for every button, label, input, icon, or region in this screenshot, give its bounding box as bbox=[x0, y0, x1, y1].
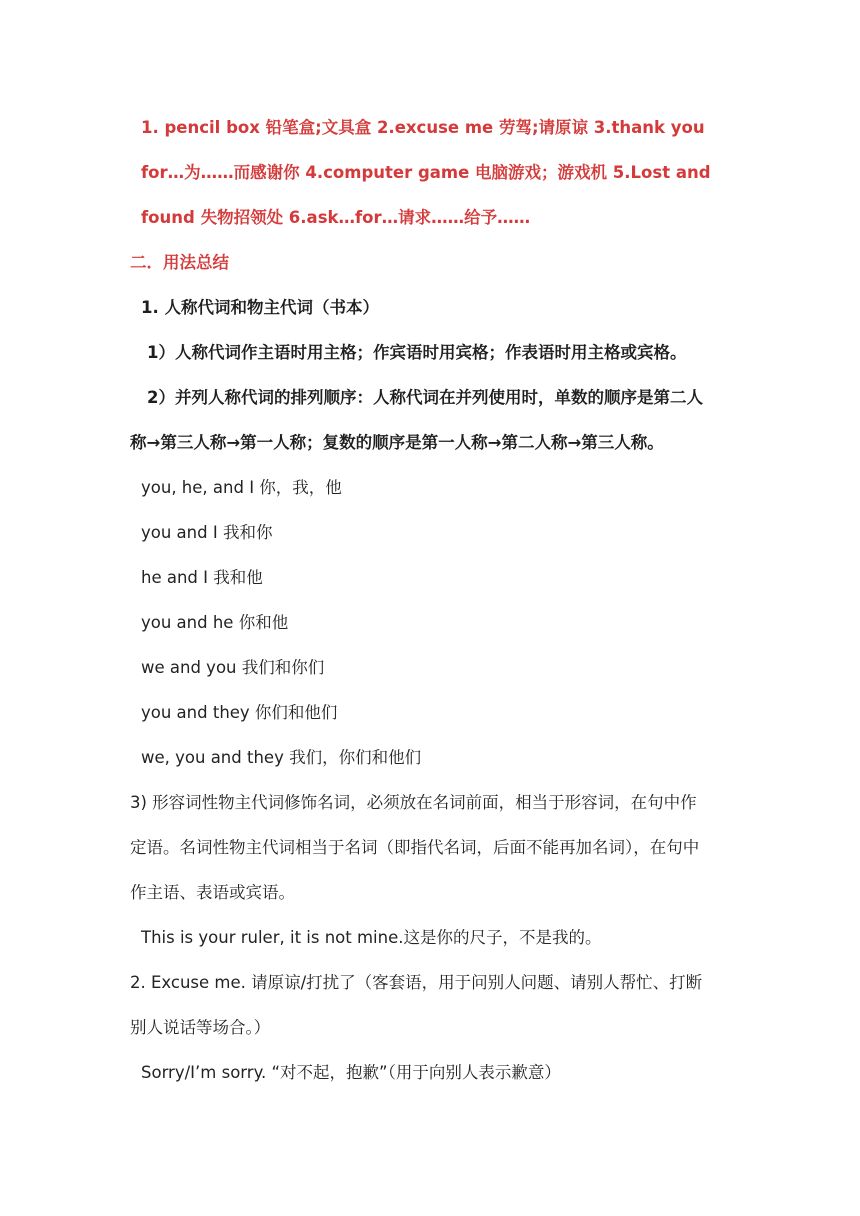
subheading-pronouns: 1. 人称代词和物主代词（书本） bbox=[141, 298, 379, 317]
point-3-line-3: 作主语、表语或宾语。 bbox=[130, 883, 295, 902]
example-line: you and they 你们和他们 bbox=[141, 703, 338, 722]
point-2-line-2: 称→第三人称→第一人称；复数的顺序是第一人称→第二人称→第三人称。 bbox=[130, 433, 664, 452]
point-2-line-1: 2）并列人称代词的排列顺序：人称代词在并列使用时，单数的顺序是第二人 bbox=[147, 388, 703, 407]
point-1: 1）人称代词作主语时用主格；作宾语时用宾格；作表语时用主格或宾格。 bbox=[147, 343, 687, 362]
sorry-line: Sorry/I’m sorry. “对不起，抱歉”（用于向别人表示歉意） bbox=[141, 1063, 561, 1082]
point-3-line-2: 定语。名词性物主代词相当于名词（即指代名词，后面不能再加名词），在句中 bbox=[130, 838, 700, 857]
example-line: we, you and they 我们，你们和他们 bbox=[141, 748, 422, 767]
section-heading: 二．用法总结 bbox=[130, 253, 229, 272]
vocab-line-3: found 失物招领处 6.ask…for…请求……给予…… bbox=[141, 208, 531, 227]
example-line: you and I 我和你 bbox=[141, 523, 273, 542]
item-2-line-1: 2. Excuse me. 请原谅/打扰了（客套语，用于问别人问题、请别人帮忙、打断 bbox=[130, 973, 703, 992]
item-2-line-2: 别人说话等场合。） bbox=[130, 1018, 271, 1037]
example-sentence: This is your ruler, it is not mine.这是你的尺子，不是我的。 bbox=[141, 928, 602, 947]
vocab-line-1: 1. pencil box 铅笔盒;文具盒 2.excuse me 劳驾;请原谅 3.thank you bbox=[141, 118, 705, 137]
example-line: we and you 我们和你们 bbox=[141, 658, 325, 677]
example-line: you and he 你和他 bbox=[141, 613, 289, 632]
vocab-line-2: for…为……而感谢你 4.computer game 电脑游戏；游戏机 5.Lost and bbox=[141, 163, 711, 182]
point-3-line-1: 3) 形容词性物主代词修饰名词，必须放在名词前面，相当于形容词，在句中作 bbox=[130, 793, 697, 812]
example-line: you, he, and I 你，我，他 bbox=[141, 478, 342, 497]
example-line: he and I 我和他 bbox=[141, 568, 263, 587]
